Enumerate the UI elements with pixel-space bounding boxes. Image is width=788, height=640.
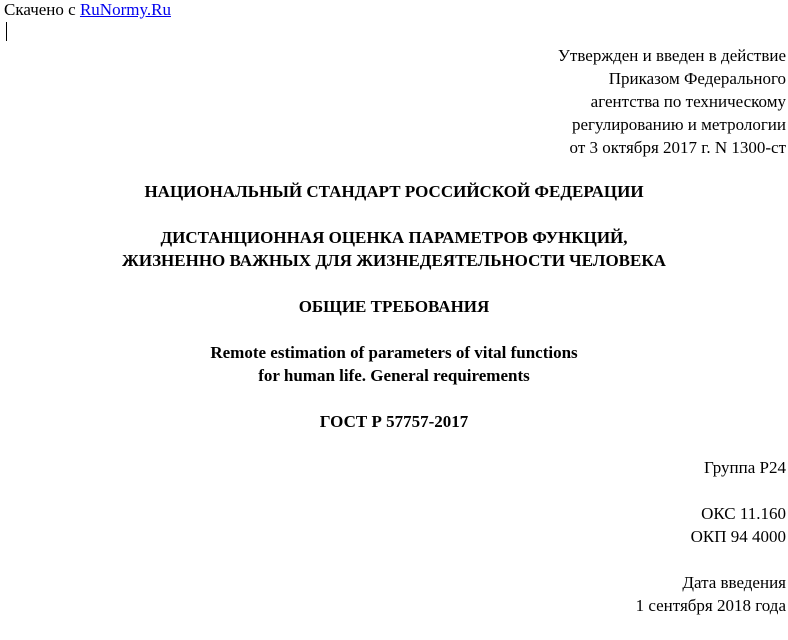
english-title-line2: for human life. General requirements <box>258 366 530 385</box>
intro-date-value: 1 сентября 2018 года <box>635 596 786 615</box>
group-block <box>486 456 786 479</box>
intro-date-label: Дата введения <box>682 573 786 592</box>
classification-block <box>486 502 786 548</box>
approval-line: Утвержден и введен в действие <box>557 46 786 65</box>
group-text: Группа Р24 <box>704 458 786 477</box>
approval-line: регулированию и метрологии <box>571 115 786 134</box>
subtitle-text: ОБЩИЕ ТРЕБОВАНИЯ <box>298 297 490 316</box>
source-link[interactable]: RuNormy.Ru <box>79 0 171 19</box>
source-prefix: Скачено с <box>4 0 76 19</box>
approval-block <box>426 44 786 159</box>
text-cursor <box>6 22 7 41</box>
source-line <box>4 0 171 20</box>
subtitle <box>0 295 788 318</box>
gost-number-text: ГОСТ Р 57757-2017 <box>319 412 469 431</box>
standard-title-text: НАЦИОНАЛЬНЫЙ СТАНДАРТ РОССИЙСКОЙ ФЕДЕРАЦИИ <box>144 182 644 201</box>
approval-line: от 3 октября 2017 г. N 1300-ст <box>569 138 786 157</box>
okp-text: ОКП 94 4000 <box>690 527 786 546</box>
gost-number <box>0 410 788 433</box>
approval-line: агентства по техническому <box>590 92 786 111</box>
standard-title <box>0 180 788 203</box>
english-title-line1: Remote estimation of parameters of vital functions <box>210 343 578 362</box>
approval-line: Приказом Федерального <box>608 69 786 88</box>
main-title-line2: ЖИЗНЕННО ВАЖНЫХ ДЛЯ ЖИЗНЕДЕЯТЕЛЬНОСТИ ЧЕЛОВЕКА <box>122 251 666 270</box>
oks-text: ОКС 11.160 <box>701 504 786 523</box>
intro-date-block <box>486 571 786 617</box>
main-title <box>0 226 788 272</box>
english-title <box>0 341 788 387</box>
main-title-line1: ДИСТАНЦИОННАЯ ОЦЕНКА ПАРАМЕТРОВ ФУНКЦИЙ, <box>160 228 628 247</box>
